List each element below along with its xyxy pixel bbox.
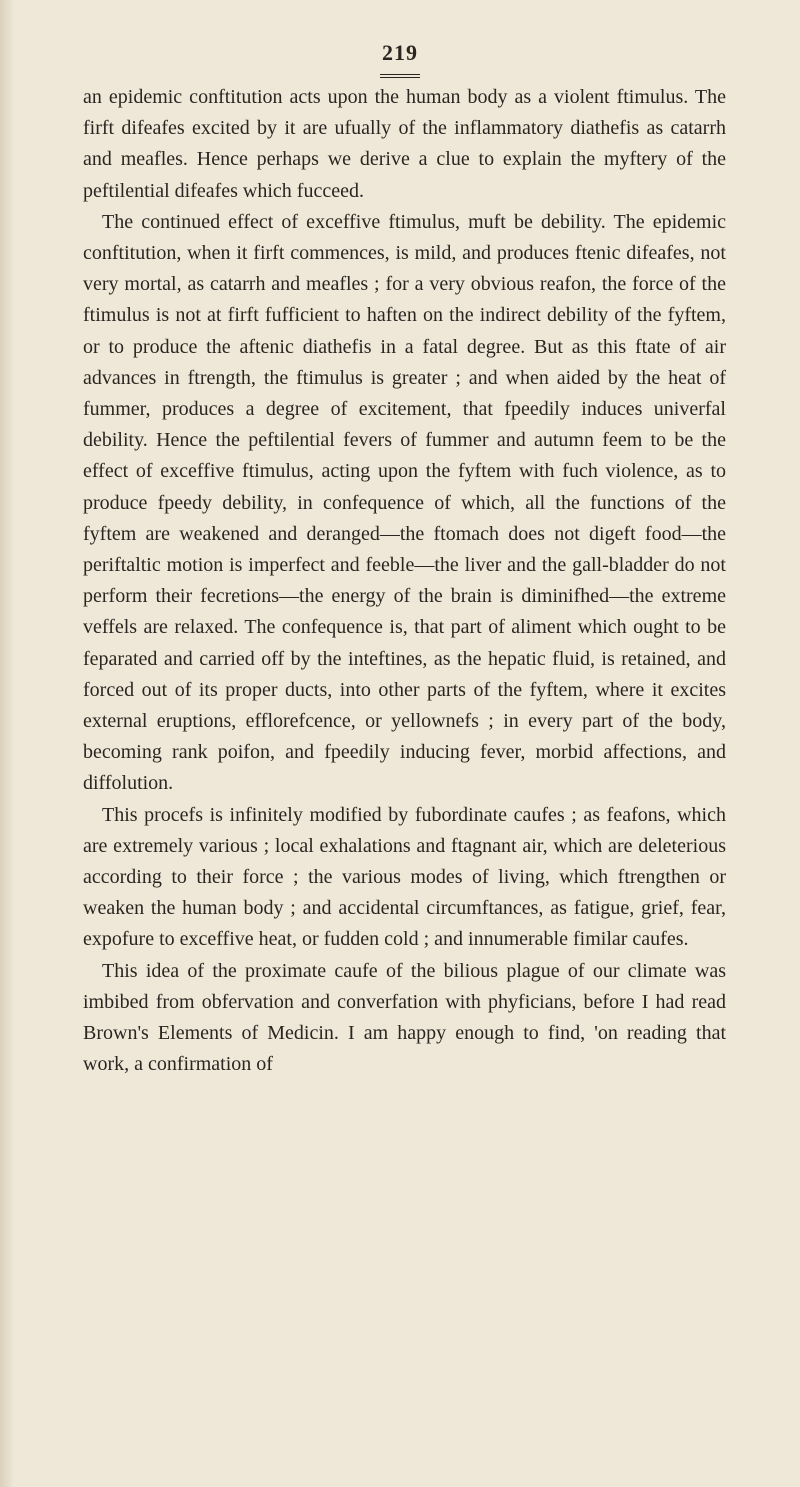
paragraph-4: This idea of the proximate caufe of the bilious plague of our climate was imbibed from obfervation and converfation with phyficians, before I had read Brown's Elements of Medicin. I am happy enough to find, 'on reading that work, a confirmation of bbox=[83, 959, 726, 1076]
page-edge-shadow bbox=[0, 0, 14, 1487]
header-rule bbox=[380, 74, 420, 78]
paragraph-3: This procefs is infinitely modified by fubordinate caufes ; as feafons, which are extremely various ; local exhalations and ftagnant air, which are deleterious according to their force ; the various modes of living, which ftrengthen or weaken the human body ; and accidental circumftances, as fatigue, grief, fear, expofure to exceffive heat, or fudden cold ; and innumerable fimilar caufes. bbox=[83, 803, 726, 951]
paragraph-1: an epidemic conftitution acts upon the human body as a violent ftimulus. The firft difeafes excited by it are ufually of the inflammatory diathefis as catarrh and meafles. Hence perhaps we derive a clue to explain the myftery of the peftilential difeafes which fucceed. bbox=[83, 86, 726, 202]
body-text bbox=[83, 82, 726, 1081]
paragraph-2: The continued effect of exceffive ftimulus, muft be debility. The epidemic conftitution, when it firft commences, is mild, and produces ftenic difeafes, not very mortal, as catarrh and meafles ; for a very obvious reafon, the force of the ftimulus is not at firft fufficient to haften on the indirect debility of the fyftem, or to produce the aftenic diathefis in a fatal degree. But as this ftate of air advances in ftrength, the ftimulus is greater ; and when aided by the heat of fummer, produces a degree of excitement, that fpeedily induces univerfal debility. Hence the peftilential fevers of fummer and autumn feem to be the effect of exceffive ftimulus, acting upon the fyftem with fuch violence, as to produce fpeedy debility, in confequence of which, all the functions of the fyftem are weakened and deranged—the ftomach does not digeft food—the periftaltic motion is imperfect and feeble—the liver and the gall-bladder do not perform their fecretions—the energy of the brain is diminifhed—the extreme veffels are relaxed. The confequence is, that part of aliment which ought to be feparated and carried off by the inteftines, as the hepatic fluid, is retained, and forced out of its proper ducts, into other parts of the fyftem, where it excites external eruptions, efflorefcence, or yellownefs ; in every part of the body, becoming rank poifon, and fpeedily inducing fever, morbid affections, and diffolution. bbox=[83, 210, 726, 795]
page-number: 219 bbox=[382, 40, 418, 65]
